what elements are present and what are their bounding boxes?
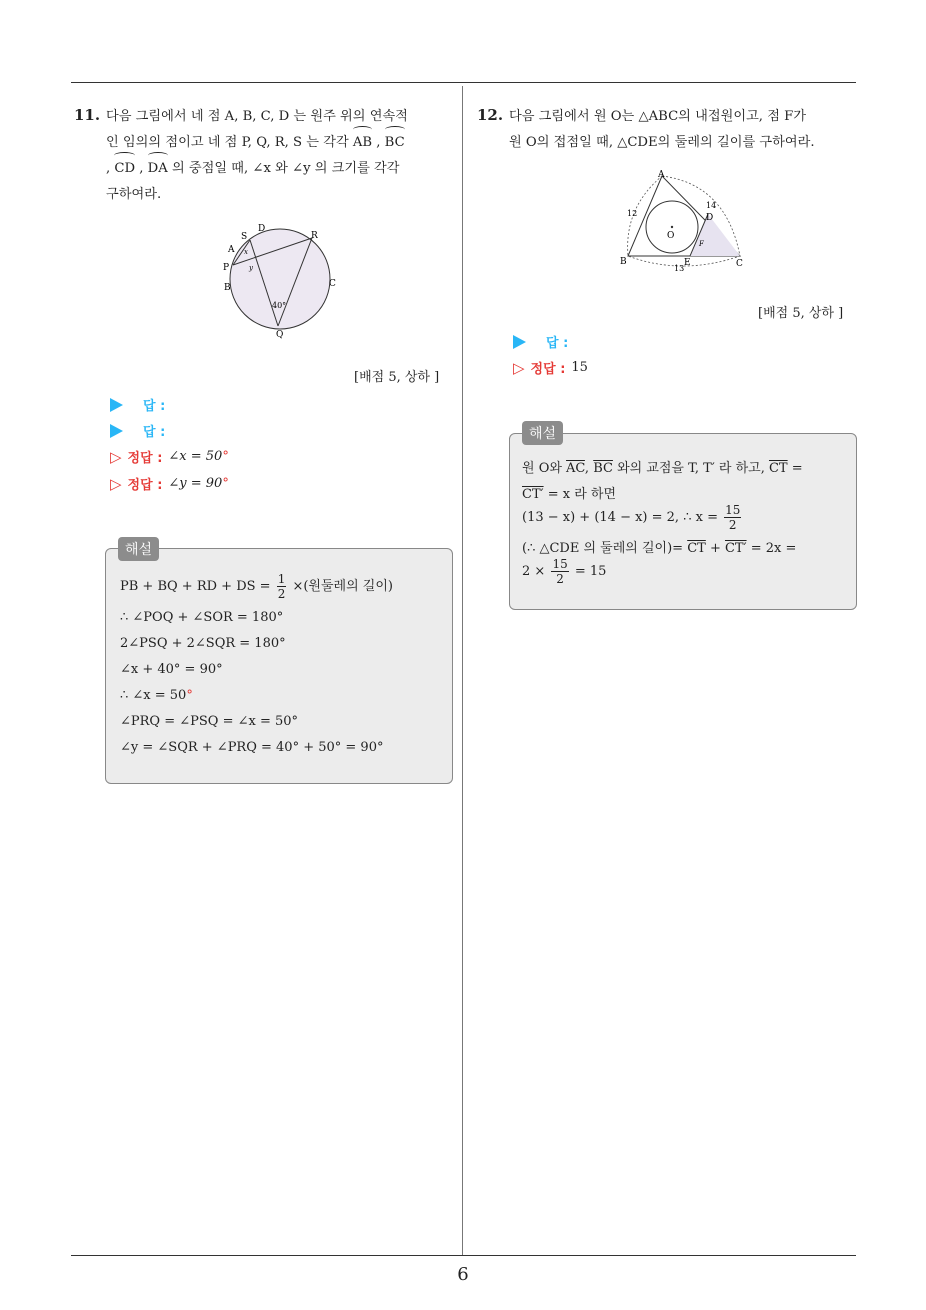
q12-solution-tab: 해설 bbox=[522, 421, 563, 445]
arc-cd: CD bbox=[114, 156, 135, 182]
sol2-rest: = x 라 하면 bbox=[543, 487, 617, 502]
q12-sol-line1 bbox=[522, 457, 803, 476]
q11-answer2 bbox=[110, 421, 165, 440]
q12-number: 12. bbox=[477, 106, 504, 124]
label-f: F bbox=[699, 240, 704, 248]
sol5-text: ∴ ∠x = 50 bbox=[120, 688, 187, 703]
q11-line1: 다음 그림에서 네 점 A, B, C, D 는 원주 위의 연속적 bbox=[106, 109, 408, 124]
sol5-text: 2 × bbox=[522, 564, 550, 579]
q11-sol-line2: ∴ ∠POQ + ∠SOR = 180° bbox=[120, 610, 284, 625]
label-e: E bbox=[684, 258, 691, 268]
label-40: 40° bbox=[272, 301, 287, 310]
frac-den: 2 bbox=[556, 572, 564, 586]
q11-correct2 bbox=[110, 474, 229, 493]
label-y: y bbox=[249, 264, 253, 272]
label-c: C bbox=[329, 279, 336, 289]
correct-label: 정답 : bbox=[127, 451, 163, 466]
frac-den: 2 bbox=[728, 518, 737, 532]
frac-den: 2 bbox=[277, 587, 286, 601]
label-o: O bbox=[667, 231, 675, 241]
q12-sol-line3 bbox=[522, 503, 743, 532]
answer-arrow-icon bbox=[513, 335, 526, 349]
sol1-end: = bbox=[787, 461, 803, 476]
q12-triangle-figure bbox=[618, 168, 750, 276]
q11-text bbox=[106, 104, 456, 208]
sol1-comma: , bbox=[584, 461, 594, 476]
sol3-text: (13 − x) + (14 − x) = 2, ∴ x = bbox=[522, 510, 723, 525]
q12-line1: 다음 그림에서 원 O는 △ABC의 내접원이고, 점 F가 bbox=[509, 109, 807, 124]
answer-label: 답 : bbox=[143, 425, 166, 440]
label-q: Q bbox=[276, 330, 284, 340]
q12-score: [배점 5, 상하 ] bbox=[758, 306, 844, 321]
q12-text bbox=[509, 104, 859, 156]
label-a: A bbox=[658, 170, 665, 180]
correct2-expr: ∠y = 90 bbox=[168, 476, 223, 491]
q11-solution-tab: 해설 bbox=[118, 537, 159, 561]
answer-arrow-icon bbox=[110, 398, 123, 412]
q11-sol-line6: ∠PRQ = ∠PSQ = ∠x = 50° bbox=[120, 714, 299, 729]
label-b: B bbox=[620, 257, 627, 267]
label-14: 14 bbox=[706, 201, 717, 210]
frac-num: 15 bbox=[725, 503, 741, 517]
label-d: D bbox=[258, 224, 266, 234]
sol4-text: (∴ △CDE 의 둘레의 길이)= bbox=[522, 541, 688, 556]
answer-arrow-icon bbox=[110, 424, 123, 438]
label-c: C bbox=[736, 259, 743, 269]
arc-bc: BC bbox=[385, 130, 405, 156]
q12-answer bbox=[513, 332, 568, 351]
page-number: 6 bbox=[457, 1264, 469, 1285]
label-d: D bbox=[706, 213, 714, 223]
q11-circle-figure bbox=[218, 218, 338, 342]
correct-value: 15 bbox=[571, 360, 588, 375]
seg-bc: $\overline{BC}$ bbox=[593, 461, 613, 476]
fraction bbox=[277, 572, 287, 601]
correct-label: 정답 : bbox=[530, 362, 566, 377]
q11-sol-line1 bbox=[120, 572, 393, 601]
correct1-expr: ∠x = 50 bbox=[168, 449, 223, 464]
q12-line2: 원 O의 접점일 때, △CDE의 둘레의 길이를 구하여라. bbox=[509, 135, 815, 150]
q11-sol-line4: ∠x + 40° = 90° bbox=[120, 662, 223, 677]
seg-ct: $\overline{CT}$ bbox=[687, 541, 706, 556]
q12-correct bbox=[513, 358, 588, 377]
correct1-value bbox=[168, 449, 228, 464]
degree-mark: ° bbox=[222, 476, 229, 491]
correct2-value bbox=[168, 476, 228, 491]
frac-num: 1 bbox=[277, 572, 286, 586]
sol1-mid: 와의 교점을 T, T′ 라 하고, bbox=[612, 461, 769, 476]
answer-label: 답 : bbox=[143, 399, 166, 414]
correct-label: 정답 : bbox=[127, 478, 163, 493]
q11-line2-text: 인 임의의 점이고 네 점 P, Q, R, S 는 각각 bbox=[106, 135, 353, 150]
degree-mark: ° bbox=[222, 449, 229, 464]
seg-ct-prime: CT′ bbox=[724, 541, 747, 556]
correct-arrow-icon: ▷ bbox=[110, 447, 122, 466]
q11-line4: 구하여라. bbox=[106, 187, 162, 202]
q11-score: [배점 5, 상하 ] bbox=[354, 370, 440, 385]
q12-sol-line2 bbox=[522, 483, 616, 502]
correct-arrow-icon: ▷ bbox=[110, 474, 122, 493]
q11-sol-line7: ∠y = ∠SQR + ∠PRQ = 40° + 50° = 90° bbox=[120, 740, 384, 755]
sol5-tail: = 15 bbox=[570, 564, 607, 579]
q11-sol-line5 bbox=[120, 688, 193, 703]
bottom-rule bbox=[71, 1255, 856, 1256]
sol4-end: = 2x = bbox=[746, 541, 797, 556]
q11-sep2: , bbox=[135, 161, 148, 176]
q11-correct1 bbox=[110, 447, 229, 466]
arc-ab: AB bbox=[353, 130, 372, 156]
q11-line3 bbox=[106, 156, 456, 182]
q11-answer1 bbox=[110, 395, 165, 414]
label-r: R bbox=[311, 231, 318, 241]
q11-line3-lead: , bbox=[106, 161, 115, 176]
label-13: 13 bbox=[674, 264, 685, 273]
sol4-plus: + bbox=[705, 541, 725, 556]
fraction bbox=[551, 557, 568, 586]
degree-mark: ° bbox=[186, 688, 193, 703]
seg-ct-prime: CT′ bbox=[522, 487, 544, 502]
label-a: A bbox=[228, 245, 235, 255]
q11-number: 11. bbox=[74, 106, 101, 124]
q12-sol-line4 bbox=[522, 537, 796, 556]
q12-sol-line5 bbox=[522, 557, 606, 586]
seg-ct: $\overline{CT}$ bbox=[768, 461, 788, 476]
sol1-tail: ×(원둘레의 길이) bbox=[288, 579, 393, 594]
sol1-text: PB + BQ + RD + DS = bbox=[120, 579, 275, 594]
arc-da: DA bbox=[148, 156, 168, 182]
label-x: x bbox=[244, 248, 248, 256]
correct-arrow-icon: ▷ bbox=[513, 358, 525, 377]
seg-ac: $\overline{AC}$ bbox=[566, 461, 585, 476]
top-rule bbox=[71, 82, 856, 83]
answer-label: 답 : bbox=[546, 336, 569, 351]
q11-line3-text: 의 중점일 때, ∠x 와 ∠y 의 크기를 각각 bbox=[167, 161, 400, 176]
q11-sep1: , bbox=[372, 135, 385, 150]
label-p: P bbox=[223, 263, 230, 273]
frac-num: 15 bbox=[552, 557, 568, 571]
q11-sol-line3: 2∠PSQ + 2∠SQR = 180° bbox=[120, 636, 286, 651]
label-12: 12 bbox=[627, 209, 638, 218]
sol1-text: 원 O와 bbox=[522, 461, 567, 476]
label-b: B bbox=[224, 283, 231, 293]
label-s: S bbox=[241, 232, 248, 242]
fraction bbox=[724, 503, 741, 532]
column-divider bbox=[462, 86, 463, 1256]
